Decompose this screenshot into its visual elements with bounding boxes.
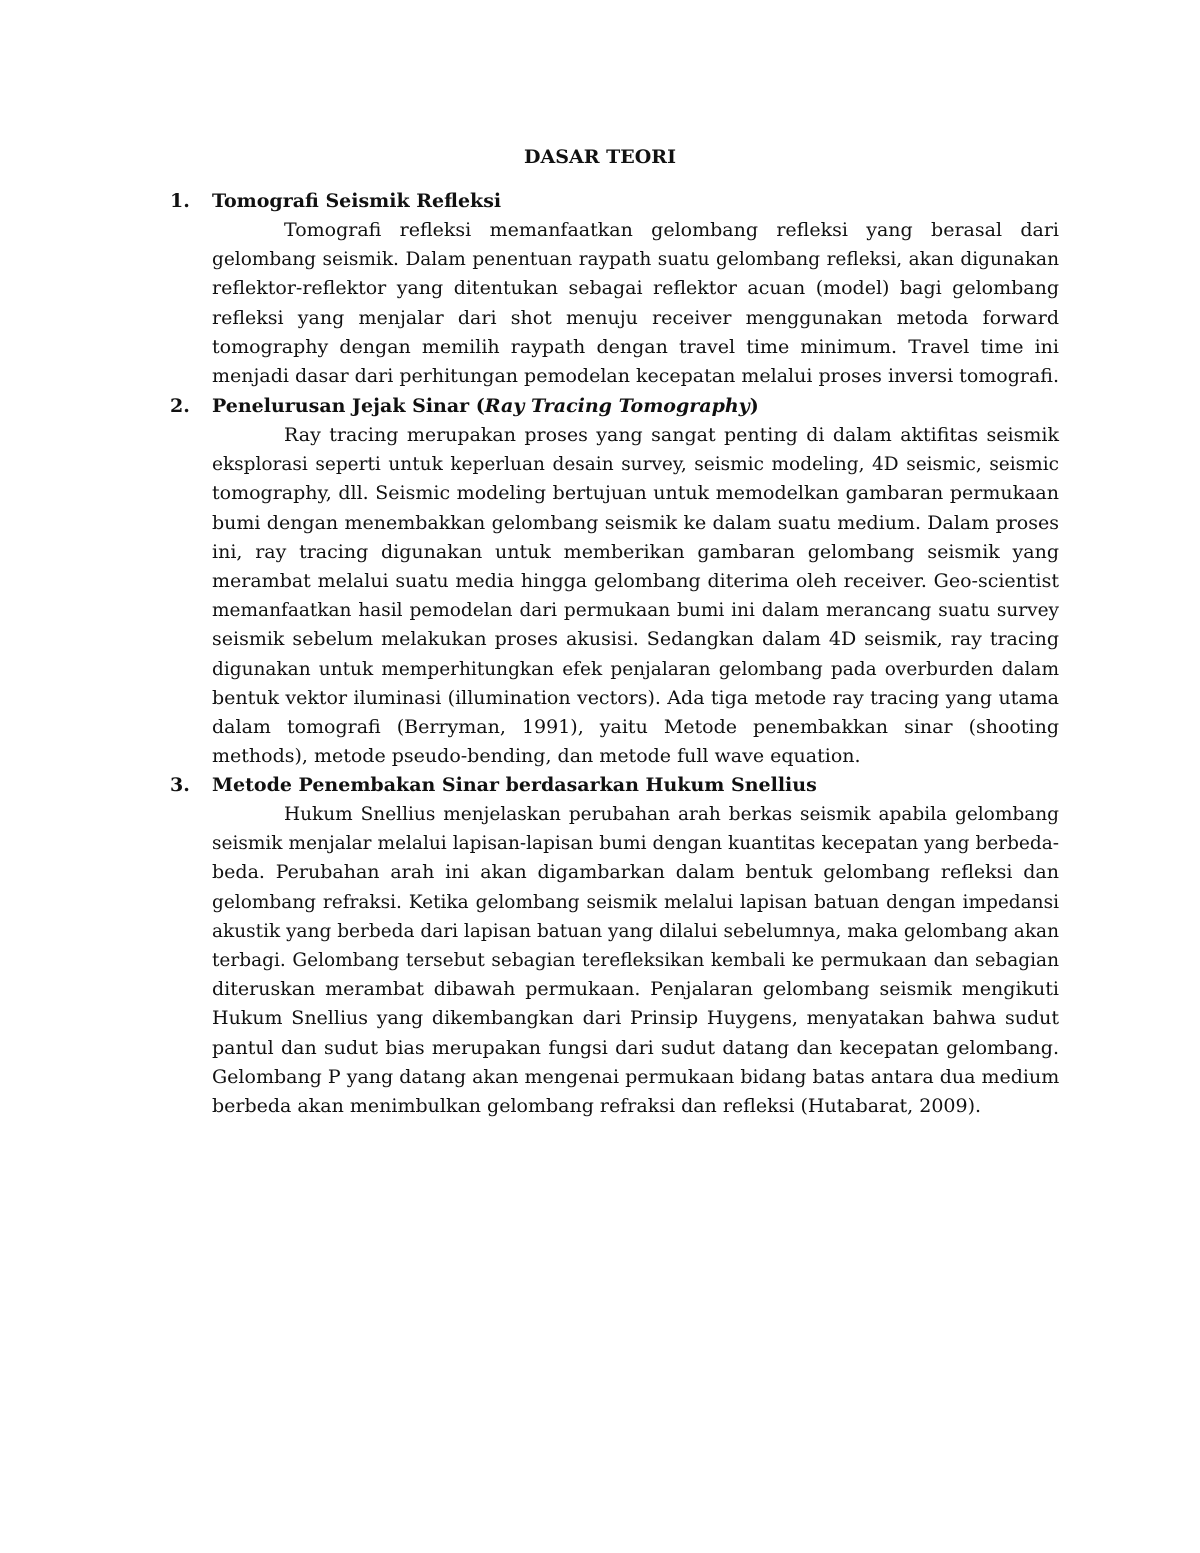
- paragraph-line: seismik sebelum melakukan proses akusisi. Sedangkan dalam 4D seismik, ray tracing: [212, 628, 1059, 651]
- paragraph-line: digunakan untuk memperhitungkan efek penjalaran gelombang pada overburden dalam: [212, 658, 1059, 680]
- paragraph-line: Gelombang P yang datang akan mengenai permukaan bidang batas antara dua medium: [212, 1065, 1060, 1088]
- paragraph-line: ini, ray tracing digunakan untuk memberikan gambaran gelombang seismik yang: [212, 540, 1059, 563]
- paragraph-line: terbagi. Gelombang tersebut sebagian terefleksikan kembali ke permukaan dan sebagian: [212, 949, 1059, 971]
- section-heading-text: Tomografi Seismik Refleksi: [212, 190, 502, 212]
- paragraph-line: Hukum Snellius menjelaskan perubahan arah berkas seismik apabila gelombang: [284, 804, 1059, 825]
- paragraph-line: berbeda akan menimbulkan gelombang refraksi dan refleksi (Hutabarat, 2009).: [212, 1094, 982, 1117]
- section-heading: [170, 187, 1060, 216]
- section-number: 2.: [170, 395, 190, 417]
- paragraph-line: seismik menjalar melalui lapisan-lapisan bumi dengan kuantitas kecepatan yang berbeda-: [212, 833, 1059, 855]
- paragraph-line: Ray tracing merupakan proses yang sangat penting di dalam aktifitas seismik: [284, 424, 1059, 446]
- paragraph-line: menjadi dasar dari perhitungan pemodelan kecepatan melalui proses inversi tomografi.: [212, 364, 1059, 387]
- paragraph-line: reflektor-reflektor yang ditentukan sebagai reflektor acuan (model) bagi gelombang: [212, 277, 1059, 300]
- heading-suffix: ): [749, 395, 759, 417]
- paragraph-line: merambat melalui suatu media hingga gelombang diterima oleh receiver. Geo-scientist: [212, 569, 1059, 592]
- section-body: [212, 216, 1059, 391]
- section-heading-text: Metode Penembakan Sinar berdasarkan Hukum Snellius: [212, 774, 817, 796]
- paragraph-line: gelombang refraksi. Ketika gelombang seismik melalui lapisan batuan dengan impedansi: [212, 891, 1059, 913]
- paragraph-line: diteruskan merambat dibawah permukaan. Penjalaran gelombang seismik mengikuti: [212, 978, 1059, 1001]
- section-metode-penembakan-sinar: [170, 771, 1060, 1121]
- section-tomografi-seismik-refleksi: [170, 187, 1060, 391]
- section-heading-text: [212, 392, 759, 421]
- paragraph-line: dalam tomografi (Berryman, 1991), yaitu Metode penembakkan sinar (shooting: [212, 715, 1059, 738]
- paragraph-line: methods), metode pseudo-bending, dan metode full wave equation.: [212, 745, 861, 768]
- section-heading: [170, 771, 1060, 800]
- paragraph-line: bentuk vektor iluminasi (illumination vectors). Ada tiga metode ray tracing yang utama: [212, 686, 1059, 709]
- paragraph-line: refleksi yang menjalar dari shot menuju receiver menggunakan metoda forward: [212, 306, 1059, 329]
- heading-prefix: Penelurusan Jejak Sinar (: [212, 395, 485, 417]
- paragraph-line: tomography, dll. Seismic modeling bertujuan untuk memodelkan gambaran permukaan: [212, 482, 1059, 505]
- section-body: [212, 421, 1059, 771]
- paragraph-line: Hukum Snellius yang dikembangkan dari Prinsip Huygens, menyatakan bahwa sudut: [212, 1007, 1059, 1030]
- section-penelurusan-jejak-sinar: [170, 392, 1060, 771]
- heading-italic: Ray Tracing Tomography: [484, 395, 750, 417]
- paragraph-line: pantul dan sudut bias merupakan fungsi dari sudut datang dan kecepatan gelombang.: [212, 1036, 1059, 1059]
- page-title: DASAR TEORI: [524, 146, 676, 168]
- paragraph-line: tomography dengan memilih raypath dengan travel time minimum. Travel time ini: [212, 335, 1059, 358]
- paragraph-line: bumi dengan menembakkan gelombang seismik ke dalam suatu medium. Dalam proses: [212, 511, 1059, 534]
- paragraph-line: akustik yang berbeda dari lapisan batuan yang dilalui sebelumnya, maka gelombang akan: [212, 920, 1059, 942]
- paragraph-line: memanfaatkan hasil pemodelan dari permukaan bumi ini dalam merancang suatu survey: [212, 600, 1059, 622]
- paragraph-line: Tomografi refleksi memanfaatkan gelombang refleksi yang berasal dari: [284, 219, 1059, 241]
- paragraph-line: gelombang seismik. Dalam penentuan raypath suatu gelombang refleksi, akan digunakan: [212, 249, 1059, 271]
- paragraph-line: beda. Perubahan arah ini akan digambarkan dalam bentuk gelombang refleksi dan: [212, 861, 1059, 884]
- section-number: 1.: [170, 190, 190, 212]
- paragraph-line: eksplorasi seperti untuk keperluan desain survey, seismic modeling, 4D seismic, seismic: [212, 454, 1059, 476]
- section-heading: [170, 392, 1060, 421]
- section-number: 3.: [170, 774, 190, 796]
- section-body: [212, 800, 1059, 1121]
